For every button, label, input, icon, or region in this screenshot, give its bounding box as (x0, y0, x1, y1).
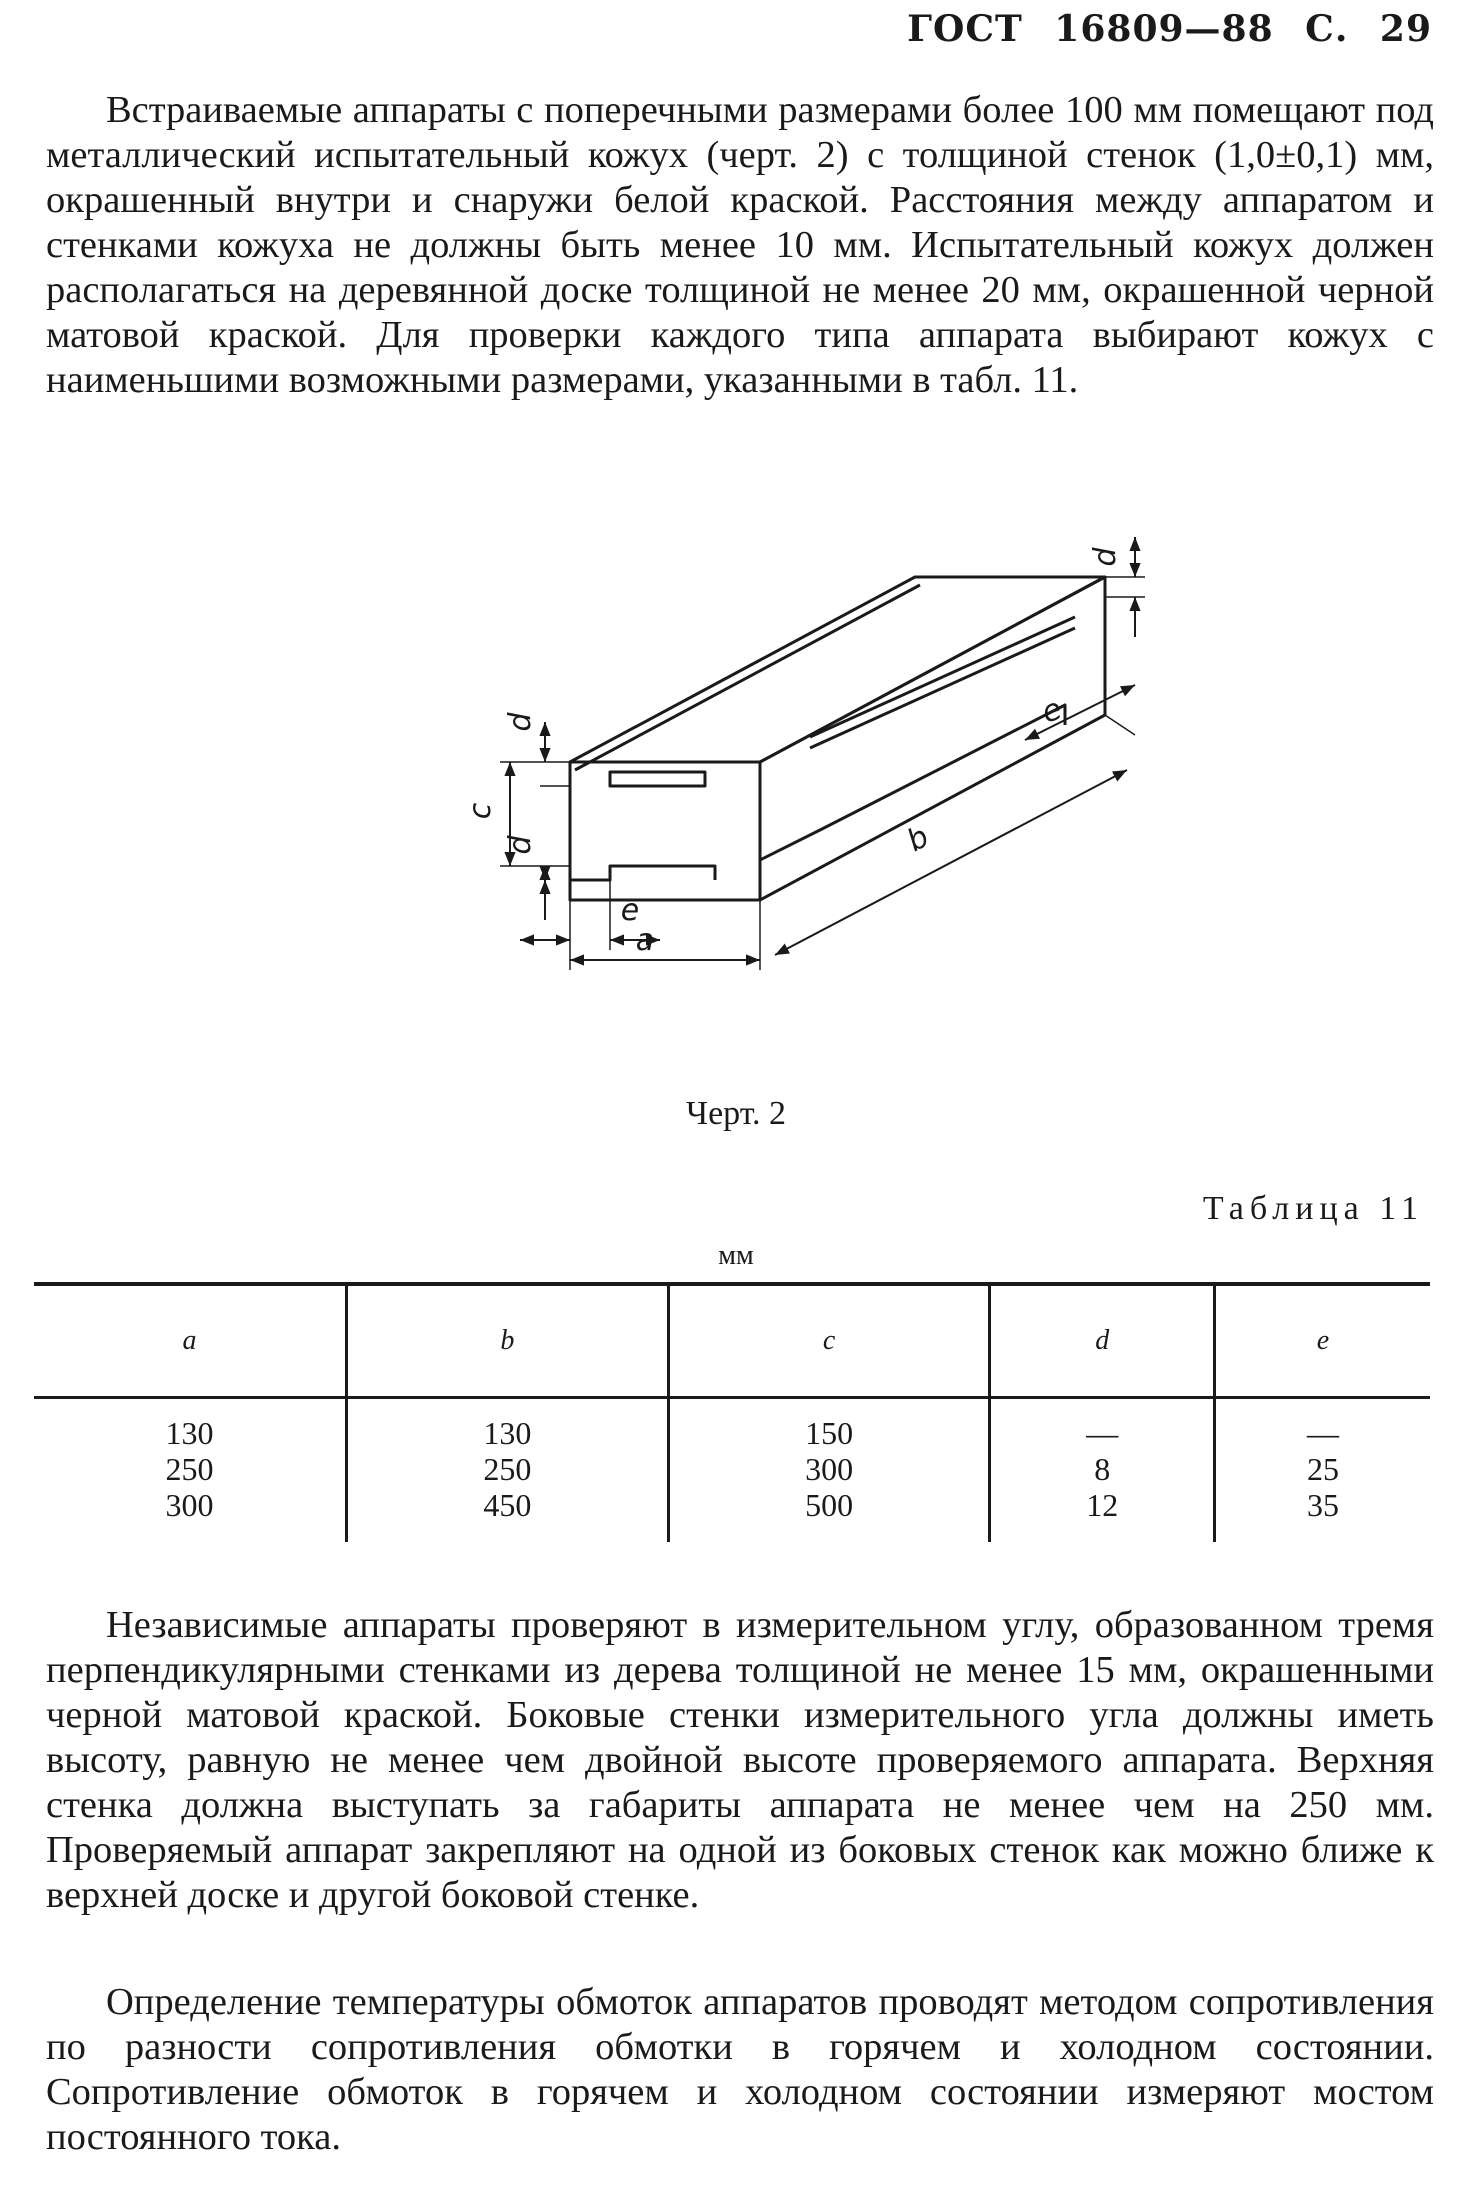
column-a-cells (34, 1398, 347, 1543)
figure-casing-drawing (440, 547, 1123, 1062)
table-cell: 500 (805, 1487, 854, 1523)
front-bottom-notch (570, 866, 715, 880)
dimensions-table (34, 1282, 1430, 1542)
figure-caption: Черт. 2 (685, 1095, 787, 1132)
table-cell: 130 (165, 1415, 214, 1451)
table-cell: 300 (805, 1451, 854, 1487)
label-e-front: e (620, 893, 640, 928)
dim-b-ext-back (1105, 715, 1135, 735)
label-d-back: d (1088, 547, 1123, 567)
side-top-slot-inner (810, 628, 1075, 748)
paragraph-independent: Независимые аппараты проверяют в измерительном углу, образованном тремя перпендикулярными стенками из дерева толщиной не менее 15 мм, окрашенными черной матовой краской. Боковые стенки измерительного угла должны иметь высоту, равную не менее чем двойной высоте проверяемого аппарата. Верхняя стенка должна выступать за габариты аппарата не менее чем на 250 мм. Проверяемый аппарат закрепляют на одной из боковых стенок как можно ближе к верхней доске и другой боковой стенке. (46, 1604, 1434, 1916)
table-units: мм (718, 1240, 754, 1271)
label-d-front-top: d (503, 712, 538, 732)
column-c-cells (668, 1398, 990, 1543)
casing-drawing (440, 547, 1123, 1062)
table-header-row (34, 1284, 1430, 1398)
top-thickness-edge (575, 585, 920, 770)
table-cell: 130 (483, 1415, 532, 1451)
table-cell: 250 (165, 1451, 214, 1487)
paragraph-intro: Встраиваемые аппараты с поперечными размерами более 100 мм помещают под металлический испытательный кожух (черт. 2) с толщиной стенок (1,0±0,1) мм, окрашенный внутри и снаружи белой краской. Расстояния между аппаратом и стенками кожуха не должны быть менее 10 мм. Испытательный кожух должен располагаться на деревянной доске толщиной не менее 20 мм, окрашенной черной матовой краской. Для проверки каждого типа аппарата выбирают кожух с наименьшими возможными размерами, указанными в табл. 11. (46, 89, 1434, 401)
label-d-front-bottom: d (503, 835, 538, 855)
column-b-cells (347, 1398, 669, 1543)
column-header-c: c (668, 1284, 990, 1398)
label-a: a (635, 923, 655, 958)
column-e-cells (1214, 1398, 1430, 1543)
table-cell: 12 (1086, 1487, 1119, 1523)
dimensions-table-wrap (34, 1282, 1430, 1542)
table-cell: 450 (483, 1487, 532, 1523)
column-header-d: d (990, 1284, 1215, 1398)
table-cell: 150 (805, 1415, 854, 1451)
table-row (34, 1398, 1430, 1543)
table-title: Таблица 11 (1202, 1190, 1424, 1227)
table-cell: 35 (1306, 1487, 1339, 1523)
label-c: c (463, 802, 498, 820)
column-header-a: a (34, 1284, 347, 1398)
table-cell: — (1086, 1415, 1119, 1451)
column-header-e: e (1214, 1284, 1430, 1398)
table-cell: 300 (165, 1487, 214, 1523)
front-top-slot (610, 772, 705, 786)
paragraph-temperature: Определение температуры обмоток аппаратов проводят методом сопротивления по разности сопротивления обмотки в горячем и холодном состоянии. Сопротивление обмоток в горячем и холодном состоянии измеряют мостом постоянного тока. (46, 1981, 1434, 2158)
label-e-side: e (1037, 691, 1067, 731)
running-header: ГОСТ 16809—88 С. 29 (907, 8, 1432, 50)
label-b: b (901, 819, 935, 860)
table-cell: — (1306, 1415, 1339, 1451)
table-cell: 250 (483, 1451, 532, 1487)
column-d-cells (990, 1398, 1215, 1543)
column-header-b: b (347, 1284, 669, 1398)
table-cell: 8 (1094, 1451, 1111, 1487)
table-cell: 25 (1306, 1451, 1339, 1487)
